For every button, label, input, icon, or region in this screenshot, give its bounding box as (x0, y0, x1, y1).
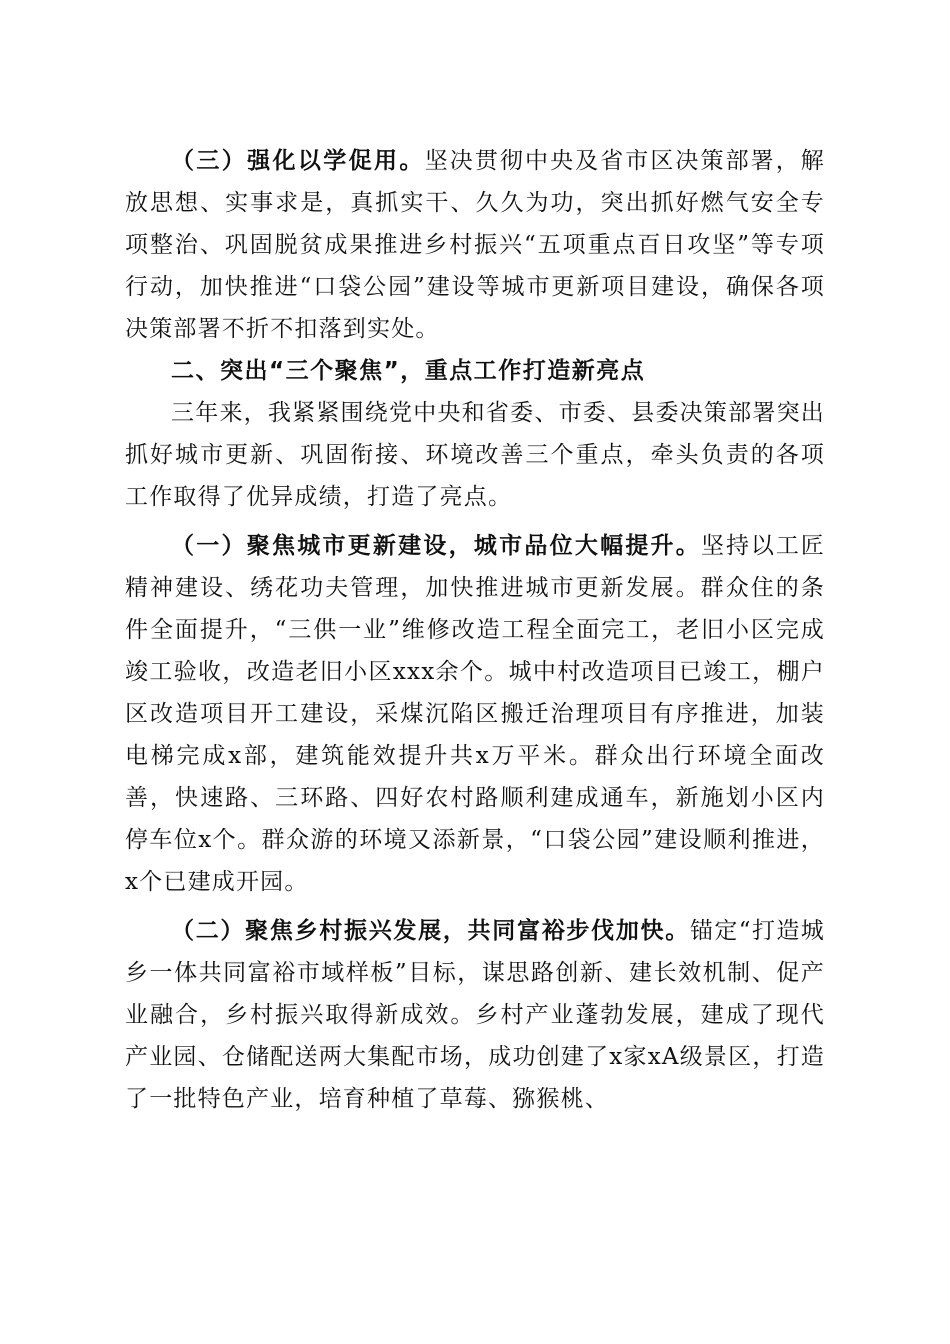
subsection1-lead: （一）聚焦城市更新建设，城市品位大幅提升。 (171, 533, 702, 559)
document-page (125, 140, 825, 1120)
paragraph-section3 (125, 140, 825, 350)
subsection2-body: 锚定“打造城乡一体共同富裕市域样板”目标，谋思路创新、建长效机制、促产业融合，乡村振兴取得新成效。乡村产业蓬勃发展，建成了现代产业园、仓储配送两大集配市场，成功创建了x家xA级景区，打造了一批特色产业，培育种植了草莓、猕猴桃、 (125, 918, 825, 1112)
section3-lead: （三）强化以学促用。 (171, 148, 425, 174)
paragraph-subsection2 (125, 910, 825, 1120)
subsection2-lead: （二）聚焦乡村振兴发展，共同富裕步伐加快。 (171, 918, 690, 944)
paragraph-intro: 三年来，我紧紧围绕党中央和省委、市委、县委决策部署突出抓好城市更新、巩固衔接、环境改善三个重点，牵头负责的各项工作取得了优异成绩，打造了亮点。 (125, 400, 825, 510)
heading-section2: 二、突出“三个聚焦”，重点工作打造新亮点 (171, 358, 646, 384)
subsection1-body: 坚持以工匠精神建设、绣花功夫管理，加快推进城市更新发展。群众住的条件全面提升，“三供一业”维修改造工程全面完工，老旧小区完成竣工验收，改造老旧小区xxx余个。城中村改造项目已竣工，棚户区改造项目开工建设，采煤沉陷区搬迁治理项目有序推进，加装电梯完成x部，建筑能效提升共x万平米。群众出行环境全面改善，快速路、三环路、四好农村路顺利建成通车，新施划小区内停车位x个。群众游的环境又添新景，“口袋公园”建设顺利推进，x个已建成开园。 (125, 533, 826, 895)
paragraph-subsection1 (125, 525, 825, 903)
section3-body: 坚决贯彻中央及省市区决策部署，解放思想、实事求是，真抓实干、久久为功，突出抓好燃气安全专项整治、巩固脱贫成果推进乡村振兴“五项重点百日攻坚”等专项行动，加快推进“口袋公园”建设等城市更新项目建设，确保各项决策部署不折不扣落到实处。 (125, 148, 825, 342)
